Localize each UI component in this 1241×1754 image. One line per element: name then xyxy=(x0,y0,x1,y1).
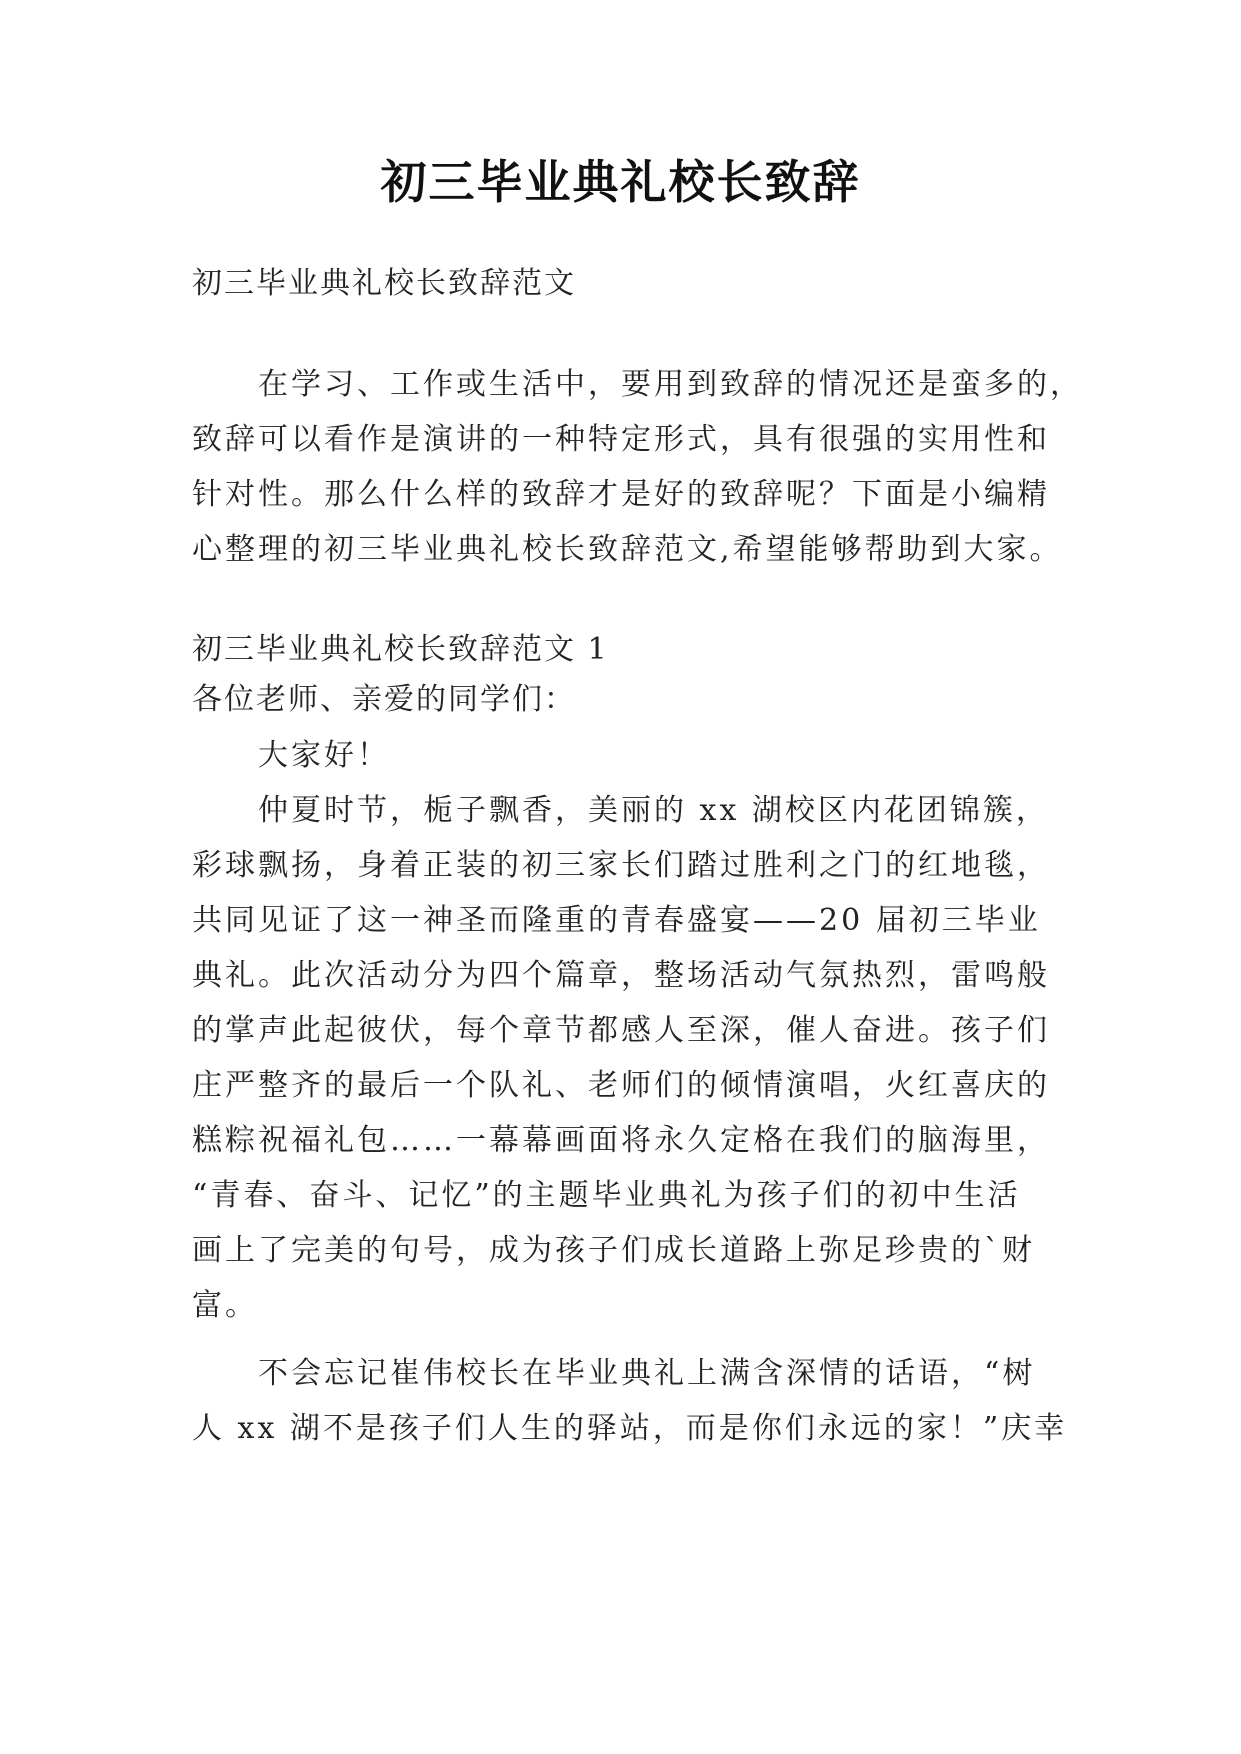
paragraph-line: 仲夏时节，栀子飘香，美丽的 xx 湖校区内花团锦簇， xyxy=(258,793,1049,828)
intro-line: 针对性。那么什么样的致辞才是好的致辞呢？下面是小编精 xyxy=(192,477,1050,512)
paragraph-line: 糕粽祝福礼包……一幕幕画面将永久定格在我们的脑海里， xyxy=(192,1123,1050,1158)
paragraph-line: “青春、奋斗、记忆”的主题毕业典礼为孩子们的初中生活 xyxy=(192,1178,1021,1213)
paragraph-line: 庄严整齐的最后一个队礼、老师们的倾情演唱，火红喜庆的 xyxy=(192,1068,1050,1103)
paragraph-line: 典礼。此次活动分为四个篇章，整场活动气氛热烈，雷鸣般 xyxy=(192,958,1050,993)
paragraph-line: 人 xx 湖不是孩子们人生的驿站，而是你们永远的家！”庆幸 xyxy=(192,1411,1068,1446)
intro-line: 心整理的初三毕业典礼校长致辞范文,希望能够帮助到大家。 xyxy=(192,532,1063,567)
paragraph-line: 不会忘记崔伟校长在毕业典礼上满含深情的话语，“树 xyxy=(258,1356,1036,1391)
greeting: 大家好！ xyxy=(258,738,390,773)
salutation: 各位老师、亲爱的同学们： xyxy=(192,682,576,717)
intro-line: 致辞可以看作是演讲的一种特定形式，具有很强的实用性和 xyxy=(192,422,1050,457)
paragraph-line: 富。 xyxy=(192,1288,258,1323)
document-title: 初三毕业典礼校长致辞 xyxy=(380,155,861,209)
paragraph-line: 的掌声此起彼伏，每个章节都感人至深，催人奋进。孩子们 xyxy=(192,1013,1050,1048)
document-subtitle: 初三毕业典礼校长致辞范文 xyxy=(192,266,576,301)
paragraph-line: 彩球飘扬，身着正装的初三家长们踏过胜利之门的红地毯， xyxy=(192,848,1050,883)
section-heading: 初三毕业典礼校长致辞范文 1 xyxy=(192,632,609,667)
paragraph-line: 共同见证了这一神圣而隆重的青春盛宴——20 届初三毕业 xyxy=(192,903,1041,938)
intro-line: 在学习、工作或生活中，要用到致辞的情况还是蛮多的， xyxy=(258,367,1083,402)
paragraph-line: 画上了完美的句号，成为孩子们成长道路上弥足珍贵的`财 xyxy=(192,1233,1035,1268)
